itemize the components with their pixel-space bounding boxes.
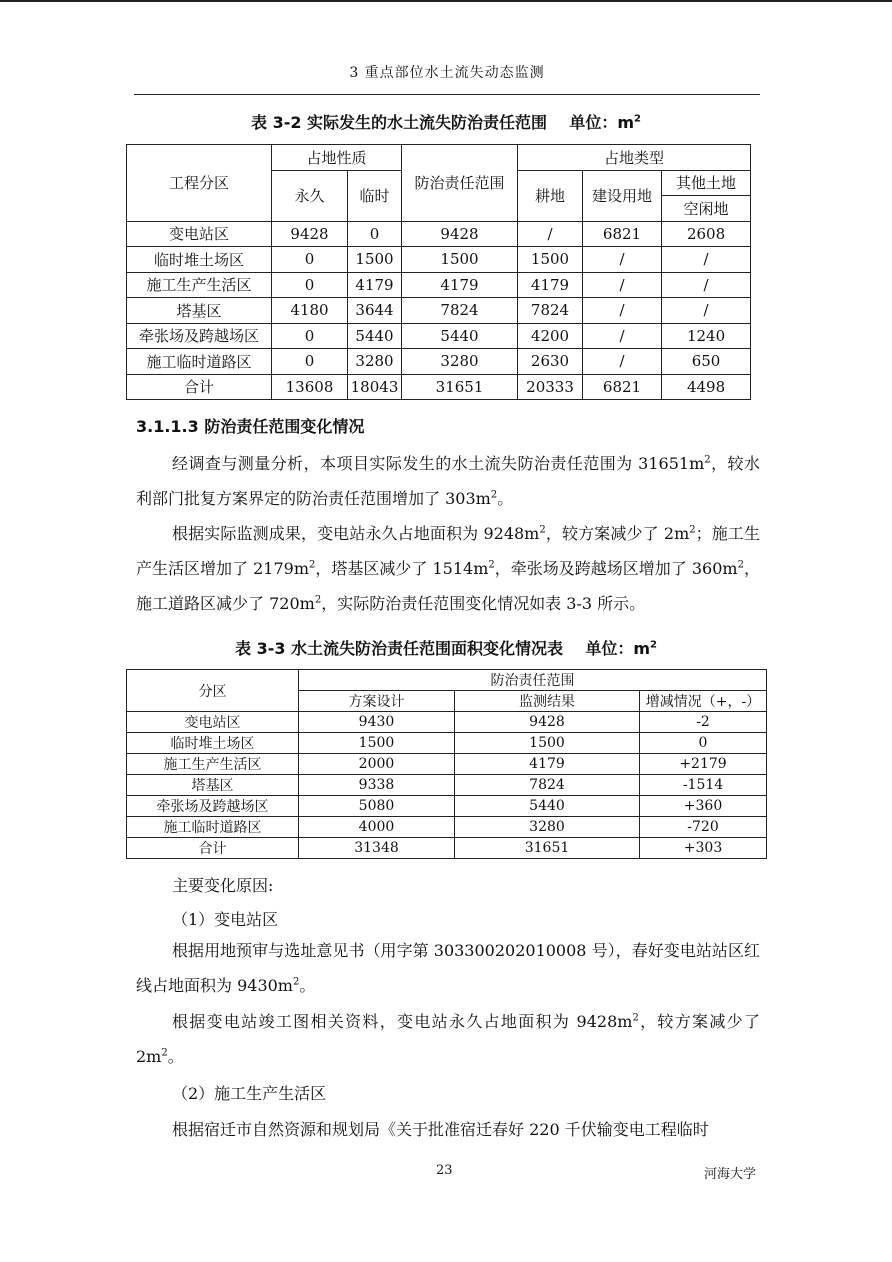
cell: 9338 <box>299 775 455 796</box>
superscript: 2 <box>689 524 696 536</box>
cell: 9428 <box>272 221 348 247</box>
table-row <box>127 272 751 298</box>
header-farmland: 耕地 <box>518 170 583 221</box>
header-other-land: 其他土地 <box>662 170 751 196</box>
cell: 18043 <box>348 374 402 400</box>
text: ，实际防治责任范围变化情况如表 3-3 所示。 <box>321 594 646 613</box>
table-3-2-caption <box>126 110 766 133</box>
text: ，较方案减少了 2m <box>545 524 690 543</box>
cell: 临时堆土场区 <box>127 733 299 754</box>
table-3-3-caption <box>126 636 766 659</box>
superscript: 2 <box>737 559 744 571</box>
header-construction: 建设用地 <box>583 170 662 221</box>
cell: / <box>583 247 662 273</box>
table-row-total <box>127 374 751 400</box>
cell: 2608 <box>662 221 751 247</box>
cell: 3644 <box>348 298 402 324</box>
cell: / <box>518 221 583 247</box>
superscript: 2 <box>314 594 322 606</box>
cell: 施工临时道路区 <box>127 349 272 375</box>
cell: 9430 <box>299 712 455 733</box>
text: ，塔基区减少了 1514m <box>315 559 489 578</box>
cell: 1500 <box>348 247 402 273</box>
cell: / <box>662 247 751 273</box>
table-3-3 <box>126 669 767 859</box>
table-3-3-title: 表 3-3 水土流失防治责任范围面积变化情况表 <box>235 639 564 658</box>
paragraph-2 <box>136 516 760 621</box>
cell: 变电站区 <box>127 221 272 247</box>
cell: 临时堆土场区 <box>127 247 272 273</box>
cell: 31348 <box>299 838 455 859</box>
cell: 施工生产生活区 <box>127 272 272 298</box>
cell: 20333 <box>518 374 583 400</box>
cell: 0 <box>640 733 767 754</box>
reason-paragraph-3: 根据宿迁市自然资源和规划局《关于批准宿迁春好 220 千伏输变电工程临时 <box>172 1120 709 1139</box>
text: 。 <box>497 489 514 508</box>
text: ，牵张场及跨越场区增加了 360m <box>494 559 738 578</box>
text: ，较水利部门批复方案界定的防治责任范围增加了 303m <box>136 454 760 508</box>
cell: 4179 <box>402 272 518 298</box>
cell: 塔基区 <box>127 298 272 324</box>
header-change: 增减情况（+，-） <box>640 691 767 712</box>
table-3-3-unit-sup: 2 <box>650 639 657 651</box>
cell: 6821 <box>583 374 662 400</box>
text: 。 <box>299 976 316 995</box>
text: ，较方案减少了 2m <box>136 1012 760 1066</box>
cell: / <box>583 272 662 298</box>
header-zone: 工程分区 <box>127 145 272 222</box>
cell: 1500 <box>455 733 640 754</box>
page-number: 23 <box>436 1163 453 1178</box>
table-3-2-unit: 单位：m <box>569 113 635 132</box>
cell: +303 <box>640 838 767 859</box>
cell: 13608 <box>272 374 348 400</box>
table-row <box>127 247 751 273</box>
cell: +2179 <box>640 754 767 775</box>
cell: 合计 <box>127 374 272 400</box>
text: 根据实际监测成果，变电站永久占地面积为 9248m <box>172 524 540 543</box>
cell: 650 <box>662 349 751 375</box>
cell: -720 <box>640 817 767 838</box>
cell: 施工临时道路区 <box>127 817 299 838</box>
text: ；施工生产生活区增加了 2179m <box>136 524 760 578</box>
cell: +360 <box>640 796 767 817</box>
cell: 1500 <box>299 733 455 754</box>
cell: 9428 <box>455 712 640 733</box>
table-row <box>127 298 751 324</box>
cell: / <box>583 349 662 375</box>
table-3-3-unit: 单位：m <box>585 639 651 658</box>
table-row-total <box>127 838 767 859</box>
table-3-2 <box>126 144 751 400</box>
cell: / <box>662 272 751 298</box>
reason-paragraph-2 <box>136 1004 760 1074</box>
superscript: 2 <box>490 489 498 501</box>
footer-university: 河海大学 <box>704 1167 757 1182</box>
header-temporary: 临时 <box>348 170 402 221</box>
text: 根据变电站竣工图相关资料，变电站永久占地面积为 9428m <box>172 1012 633 1031</box>
cell: 4000 <box>299 817 455 838</box>
cell: 0 <box>272 272 348 298</box>
cell: 牵张场及跨越场区 <box>127 796 299 817</box>
cell: / <box>662 298 751 324</box>
cell: -1514 <box>640 775 767 796</box>
cell: / <box>583 323 662 349</box>
cell: 4498 <box>662 374 751 400</box>
table-row <box>127 323 751 349</box>
text: ，施工道路区减少了 720m <box>136 559 760 613</box>
table-3-2-title: 表 3-2 实际发生的水土流失防治责任范围 <box>251 113 548 132</box>
cell: 0 <box>348 221 402 247</box>
cell: 施工生产生活区 <box>127 754 299 775</box>
cell: 6821 <box>583 221 662 247</box>
table-3-2-unit-sup: 2 <box>634 113 641 125</box>
header-monitor: 监测结果 <box>455 691 640 712</box>
reason-paragraph-1 <box>136 933 760 1003</box>
header-land-type: 占地类型 <box>518 145 751 171</box>
cell: / <box>583 298 662 324</box>
header-idle-land: 空闲地 <box>662 196 751 222</box>
cell: 2630 <box>518 349 583 375</box>
cell: 4179 <box>348 272 402 298</box>
superscript: 2 <box>632 1012 639 1024</box>
cell: 4200 <box>518 323 583 349</box>
header-zone: 分区 <box>127 670 299 712</box>
cell: 7824 <box>455 775 640 796</box>
superscript: 2 <box>309 559 316 571</box>
cell: 0 <box>272 323 348 349</box>
cell: 1500 <box>518 247 583 273</box>
cell: 4180 <box>272 298 348 324</box>
cell: 3280 <box>348 349 402 375</box>
page-top-border <box>0 0 892 2</box>
cell: 变电站区 <box>127 712 299 733</box>
cell: 3280 <box>455 817 640 838</box>
cell: 5440 <box>348 323 402 349</box>
superscript: 2 <box>704 454 711 466</box>
table-row <box>127 712 767 733</box>
table-row <box>127 796 767 817</box>
table-row <box>127 349 751 375</box>
cell: 1240 <box>662 323 751 349</box>
cell: 0 <box>272 247 348 273</box>
cell: 31651 <box>402 374 518 400</box>
cell: 牵张场及跨越场区 <box>127 323 272 349</box>
table-row <box>127 775 767 796</box>
table-row <box>127 733 767 754</box>
superscript: 2 <box>161 1047 168 1059</box>
header-design: 方案设计 <box>299 691 455 712</box>
cell: 5440 <box>455 796 640 817</box>
cell: 3280 <box>402 349 518 375</box>
cell: 4179 <box>518 272 583 298</box>
cell: 4179 <box>455 754 640 775</box>
text: 经调查与测量分析，本项目实际发生的水土流失防治责任范围为 31651m <box>172 454 705 473</box>
superscript: 2 <box>539 524 546 536</box>
header-land-nature: 占地性质 <box>272 145 402 171</box>
cell: 7824 <box>402 298 518 324</box>
table-row <box>127 754 767 775</box>
reason-item-1: （1）变电站区 <box>172 910 279 929</box>
table-row <box>127 221 751 247</box>
text: 根据用地预审与选址意见书（用字第 303300202010008 号），春好变电站站区红线占地面积为 9430m <box>136 941 760 995</box>
table-row <box>127 817 767 838</box>
cell: 9428 <box>402 221 518 247</box>
header-scope: 防治责任范围 <box>299 670 767 691</box>
header-rule <box>134 94 760 95</box>
superscript: 2 <box>292 976 300 988</box>
cell: 塔基区 <box>127 775 299 796</box>
reasons-title: 主要变化原因: <box>172 876 274 895</box>
section-heading: 3.1.1.3 防治责任范围变化情况 <box>136 417 365 436</box>
paragraph-1 <box>136 446 760 516</box>
running-header: 3 重点部位水土流失动态监测 <box>349 65 545 81</box>
cell: -2 <box>640 712 767 733</box>
header-scope: 防治责任范围 <box>402 145 518 222</box>
reason-item-2: （2）施工生产生活区 <box>172 1084 327 1103</box>
superscript: 2 <box>488 559 495 571</box>
cell: 0 <box>272 349 348 375</box>
cell: 7824 <box>518 298 583 324</box>
cell: 2000 <box>299 754 455 775</box>
text: 。 <box>167 1047 184 1066</box>
cell: 5440 <box>402 323 518 349</box>
header-permanent: 永久 <box>272 170 348 221</box>
cell: 1500 <box>402 247 518 273</box>
cell: 5080 <box>299 796 455 817</box>
cell: 合计 <box>127 838 299 859</box>
cell: 31651 <box>455 838 640 859</box>
